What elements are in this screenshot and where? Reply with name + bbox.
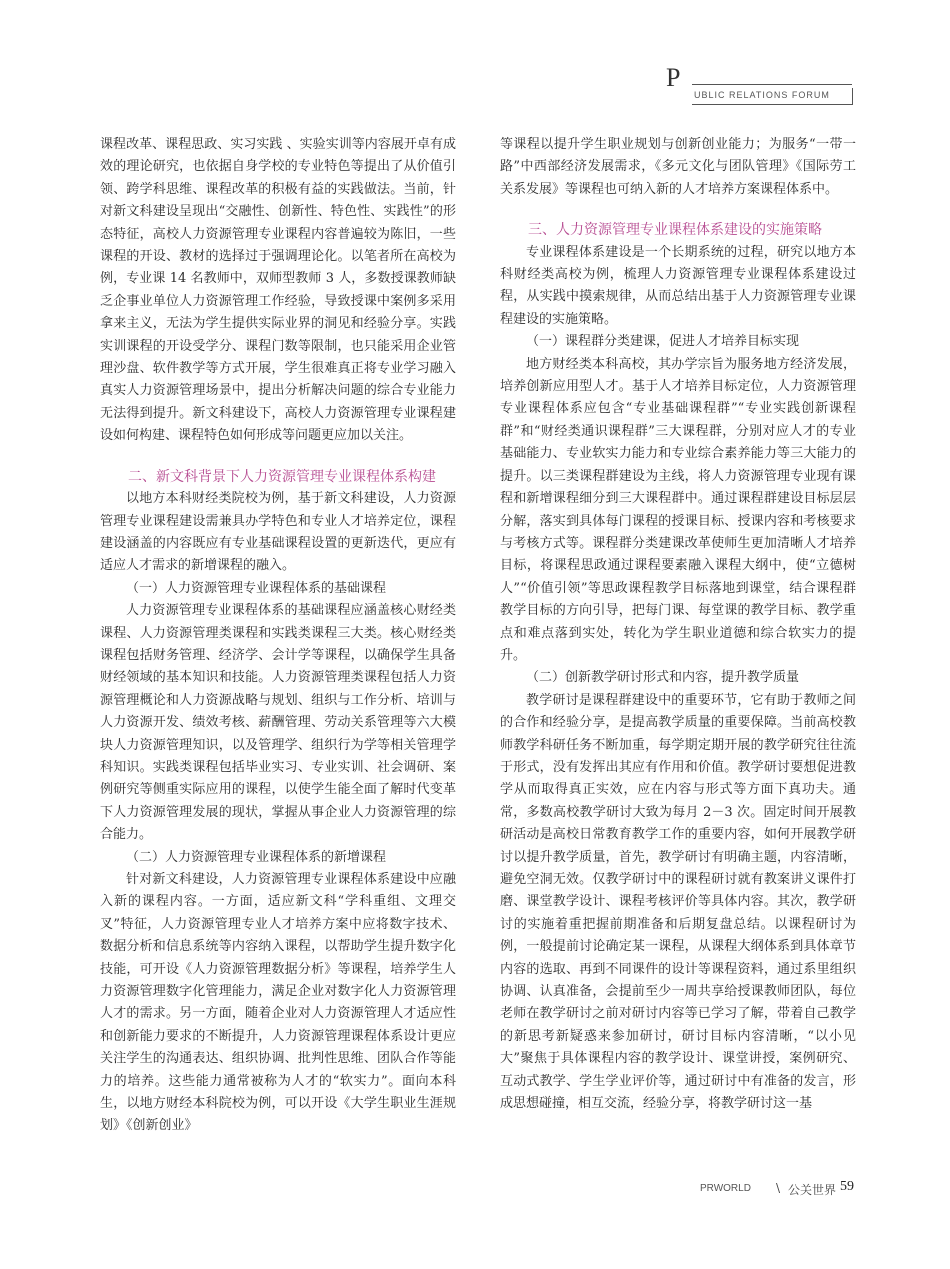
left-column <box>100 134 456 1138</box>
page-number: 59 <box>840 1179 854 1194</box>
footer-brand: PRWORLD <box>700 1183 751 1194</box>
paragraph: 专业课程体系建设是一个长期系统的过程，研究以地方本科财经类高校为例，梳理人力资源管理专业课程体系建设过程，从实践中摸索规律，从而总结出基于人力资源管理专业课程建设的实施策略。 <box>500 244 856 327</box>
right-column <box>500 134 856 1115</box>
paragraph: 人力资源管理专业课程体系的基础课程应涵盖核心财经类课程、人力资源管理类课程和实践类课程三大类。核心财经类课程包括财务管理、经济学、会计学等课程，以确保学生具备财经领域的基本知识和技能。人力资源管理类课程包括人力资源管理概论和人力资源战略与规划、组织与工作分析、培训与人力资源开发、绩效考核、薪酬管理、劳动关系管理等六大模块人力资源管理知识，以及管理学、组织行为学等相关管理学科知识。实践类课程包括毕业实习、专业实训、社会调研、案例研究等侧重实际应用的课程，以使学生能全面了解时代变革下人力资源管理发展的现状，掌握从事企业人力资源管理的综合能力。 <box>100 603 456 843</box>
subsection-heading: （二）创新教学研讨形式和内容，提升教学质量 <box>526 670 800 686</box>
paragraph: 课程改革、课程思政、实习实践 、实验实训等内容展开卓有成效的理论研究，也依据自身学校的专业特色等提出了从价值引领、跨学科思维、课程改革的积极有益的实践做法。当前，针对新文科建设呈现出“交融性、创新性、特色性、实践性”的形态特征，高校人力资源管理专业课程内容普遍较为陈旧，一些课程的开设、教材的选择过于强调理论化。以笔者所在高校为例，专业课 14 名教师中，双师型教师 3 人，多数授课教师缺乏企事业单位人力资源管理工作经验，导致授课中案例多采用拿来主义，无法为学生提供实际业界的洞见和经验分享。实践实训课程的开设受学分、课程门数等限制，也只能采用企业管理沙盘、软件教学等方式开展，学生很难真正将专业学习融入真实人力资源管理场景中，提出分析解决问题的综合专业能力无法得到提升。新文科建设下，高校人力资源管理专业课程建设如何构建、课程特色如何形成等问题更应加以关注。 <box>100 137 456 444</box>
footer-magazine: 公关世界 <box>788 1183 837 1197</box>
subsection-heading: （一）课程群分类建课，促进人才培养目标实现 <box>526 334 800 350</box>
paragraph: 地方财经类本科高校，其办学宗旨为服务地方经济发展，培养创新应用型人才。基于人才培养目标定位，人力资源管理专业课程体系应包含“专业基础课程群”“专业实践创新课程群”和“财经类通识课程群”三大课程群，分别对应人才的专业基础能力、专业软实力能力和专业综合素养能力等三大能力的提升。以三类课程群建设为主线，将人力资源管理专业现有课程和新增课程细分到三大课程群中。通过课程群建设目标层层分解，落实到具体每门课程的授课目标、授课内容和考核要求与考核方式等。课程群分类建课改革使师生更加清晰人才培养目标，将课程思政通过课程要素融入课程大纲中，使“立德树人”“价值引领”等思政课程教学目标落地到课堂，结合课程群教学目标的方向引导，把每门课、每堂课的教学目标、教学重点和难点落到实处，转化为学生职业道德和综合软实力的提升。 <box>500 356 856 663</box>
section-heading: 二、新文科背景下人力资源管理专业课程体系构建 <box>128 468 436 485</box>
footer-separator: \ <box>776 1181 781 1195</box>
paragraph: 等课程以提升学生职业规划与创新创业能力；为服务“一带一路”中西部经济发展需求，《多元文化与团队管理》《国际劳工关系发展》等课程也可纳入新的人才培养方案课程体系中。 <box>500 137 856 197</box>
header-rule <box>692 84 852 85</box>
subsection-heading: （二）人力资源管理专业课程体系的新增课程 <box>126 849 387 865</box>
paragraph: 教学研讨是课程群建设中的重要环节，它有助于教师之间的合作和经验分享，是提高教学质量的重要保障。当前高校教师教学科研任务不断加重，每学期定期开展的教学研究往往流于形式，没有发挥出其应有作用和价值。教学研讨要想促进教学从而取得真正实效，应在内容与形式等方面下真功夫。通常，多数高校教学研讨大致为每月 2－3 次。固定时间开展教研活动是高校日常教育教学工作的重要内容，如何开展教学研讨以提升教学质量，首先，教学研讨有明确主题，内容清晰，避免空洞无效。仅教学研讨中的课程研讨就有教案讲义课件打磨、课堂教学设计、课程考核评价等具体内容。其次，教学研讨的实施着重把握前期准备和后期复盘总结。以课程研讨为例，一般提前讨论确定某一课程，从课程大纲体系到具体章节内容的选取、再到不同课件的设计等课程资料，通过系里组织协调、认真准备，会提前至少一周共享给授课教师团队，每位老师在教学研讨之前对研讨内容等已学习了解，带着自己教学的新思考新疑惑来参加研讨，研讨目标内容清晰，“以小见大”聚焦于具体课程内容的教学设计、课堂讲授，案例研究、互动式教学、学生学业评价等，通过研讨中有准备的发言，形成思想碰撞，相互交流，经验分享，将教学研讨这一基 <box>500 692 856 1112</box>
header-initial: P <box>666 63 681 92</box>
running-header <box>662 62 858 108</box>
paragraph: 以地方本科财经类院校为例，基于新文科建设，人力资源管理专业课程建设需兼具办学特色和专业人才培养定位，课程建设涵盖的内容既应有专业基础课程设置的更新迭代，更应有适应人才需求的新增课程的融入。 <box>100 491 456 574</box>
subsection-heading: （一）人力资源管理专业课程体系的基础课程 <box>126 580 387 596</box>
paragraph: 针对新文科建设，人力资源管理专业课程体系建设中应融入新的课程内容。一方面，适应新文科“学科重组、文理交叉”特征，人力资源管理专业人才培养方案中应将数字技术、数据分析和信息系统等内容纳入课程，以帮助学生提升数字化技能，可开设《人力资源管理数据分析》等课程，培养学生人力资源管理数字化管理能力，满足企业对数字化人力资源管理人才的需求。另一方面，随着企业对人力资源管理人才适应性和创新能力要求的不断提升，人力资源管理课程体系设计更应关注学生的沟通表达、组织协调、批判性思维、团队合作等能力的培养。这些能力通常被称为人才的“软实力”。面向本科生，以地方财经本科院校为例，可以开设《大学生职业生涯规划》《创新创业》 <box>100 872 456 1134</box>
header-forum-text: UBLIC RELATIONS FORUM <box>694 90 830 100</box>
section-heading: 三、人力资源管理专业课程体系建设的实施策略 <box>528 222 822 239</box>
page-footer <box>700 1179 860 1199</box>
